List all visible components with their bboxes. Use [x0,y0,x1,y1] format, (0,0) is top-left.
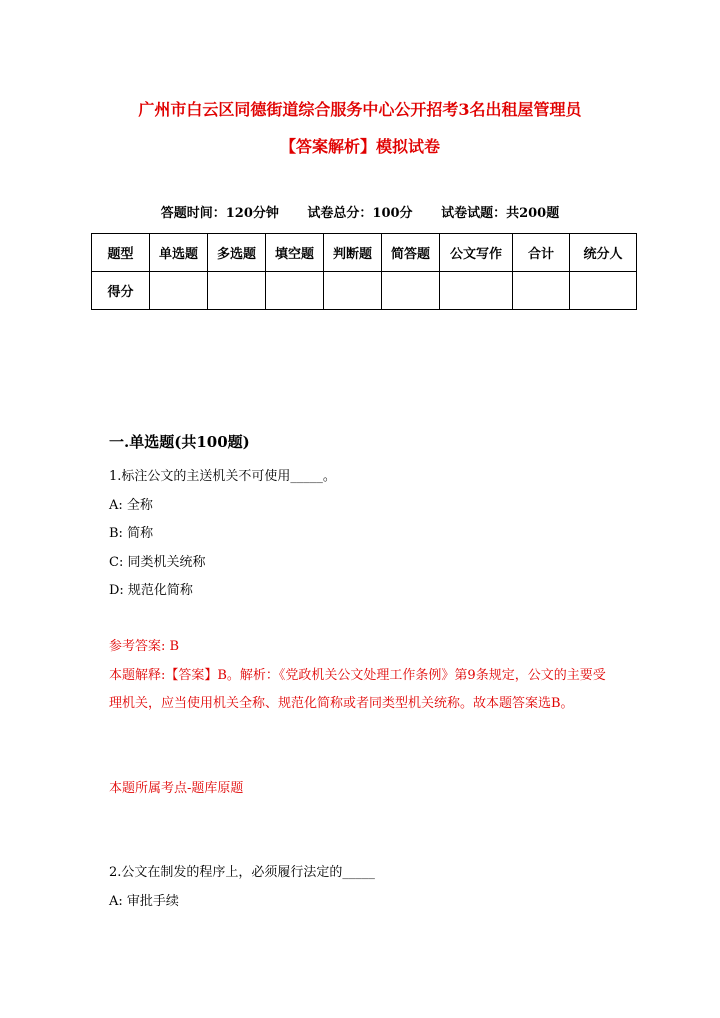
score-table-header: 简答题 [382,234,440,272]
score-table-header: 多选题 [208,234,266,272]
exam-time: 答题时间：120分钟 [160,206,279,221]
question-1-option-d: D: 规范化简称 [109,583,193,598]
score-table-header: 统分人 [570,234,637,272]
question-2-option-a: A: 审批手续 [109,894,179,909]
score-table-header: 单选题 [150,234,208,272]
question-1-stem: 1.标注公文的主送机关不可使用_____。 [109,469,336,484]
exam-total-score: 试卷总分：100分 [307,206,413,221]
score-cell [324,272,382,310]
question-1-explanation: 本题解释:【答案】B。解析：《党政机关公文处理工作条例》第9条规定，公文的主要受理机关，应当使用机关全称、规范化简称或者同类型机关统称。故本题答案选B。 [109,668,606,711]
question-1-option-b: B: 简称 [109,526,154,541]
exam-title: 广州市白云区同德街道综合服务中心公开招考3名出租屋管理员 [138,100,582,119]
score-table-header: 合计 [513,234,570,272]
score-table [91,233,637,310]
score-row-label: 得分 [92,272,150,310]
question-1-source: 本题所属考点-题库原题 [109,781,244,796]
score-table-header: 公文写作 [440,234,513,272]
score-cell [266,272,324,310]
score-table-header: 题型 [92,234,150,272]
score-cell [513,272,570,310]
score-table-header-row [92,234,637,272]
exam-subtitle: 【答案解析】模拟试卷 [279,137,440,156]
score-cell [570,272,637,310]
section-heading: 一.单选题(共100题) [109,433,250,451]
score-cell [382,272,440,310]
question-2-stem: 2.公文在制发的程序上，必须履行法定的_____ [109,865,375,880]
exam-meta [0,202,720,221]
score-cell [440,272,513,310]
score-table-header: 判断题 [324,234,382,272]
question-1-option-a: A: 全称 [109,498,153,513]
question-1-option-c: C: 同类机关统称 [109,555,206,570]
question-1-answer: 参考答案: B [109,639,180,654]
score-cell [150,272,208,310]
exam-question-count: 试卷试题：共200题 [441,206,560,221]
score-table-score-row [92,272,637,310]
score-cell [208,272,266,310]
score-table-header: 填空题 [266,234,324,272]
